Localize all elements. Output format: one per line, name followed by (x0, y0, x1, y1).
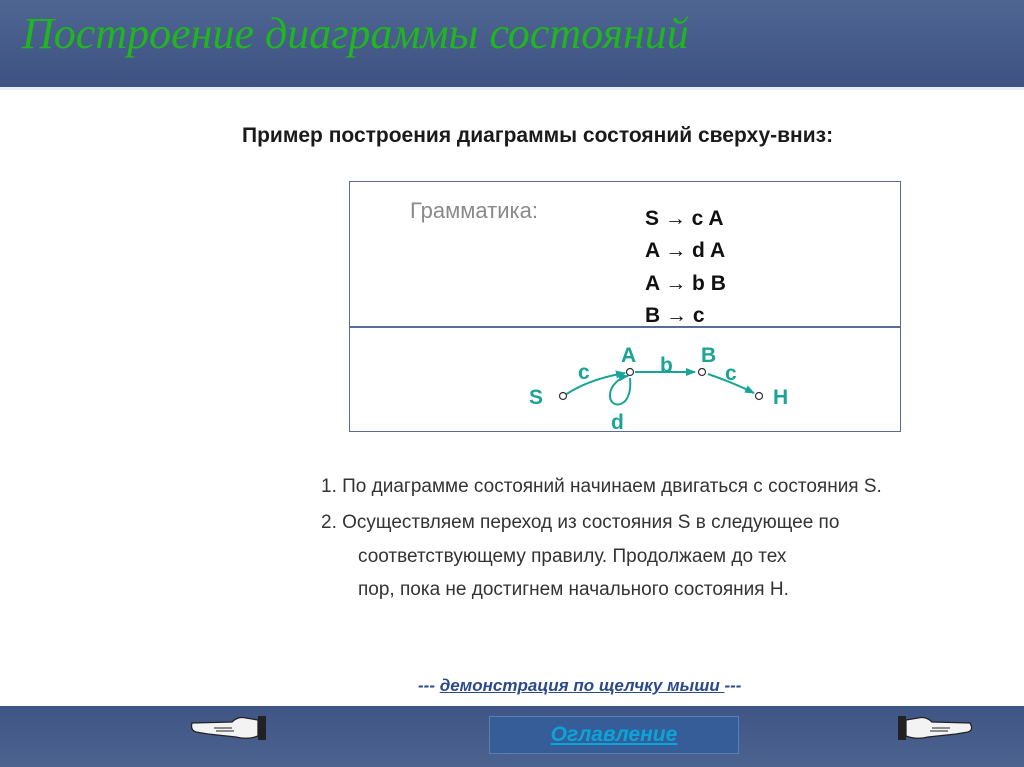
state-diagram (349, 327, 901, 437)
state-node-s (560, 393, 567, 400)
edge-label-aa: d (611, 411, 624, 434)
state-node-h (756, 393, 763, 400)
edge-label-ab: b (660, 354, 673, 377)
pointing-hand-back-icon[interactable] (188, 710, 268, 742)
grammar-rule: S → c A (645, 207, 724, 230)
edge-label-sa: c (578, 361, 590, 384)
toc-button[interactable]: Оглавление (489, 716, 739, 754)
grammar-rule: B → c (645, 304, 705, 327)
grammar-label: Грамматика: (410, 198, 538, 223)
pointing-hand-forward-icon[interactable] (898, 710, 974, 742)
edge-s-to-a (565, 373, 625, 395)
step-text: 1. По диаграмме состояний начинаем двигаться с состояния S. (321, 476, 882, 497)
demo-link[interactable]: демонстрация по щелчку мыши (439, 676, 725, 695)
step-text: соответствующему правилу. Продолжаем до тех (358, 546, 787, 567)
state-label-h: H (773, 386, 789, 409)
step-text: пор, пока не достигнем начального состояния Н. (358, 579, 789, 600)
state-label-b: B (701, 344, 717, 367)
page-title: Построение диаграммы состояний (22, 9, 689, 58)
state-label-a: A (621, 344, 637, 367)
header-divider (0, 87, 1024, 90)
demo-prefix: --- (418, 676, 440, 695)
grammar-rule: A → d A (645, 239, 726, 262)
edge-label-bh: c (725, 362, 737, 385)
state-label-s: S (529, 386, 544, 409)
edge-a-self-loop (610, 376, 630, 404)
demo-suffix: --- (724, 676, 742, 695)
state-node-a (627, 369, 634, 376)
slide-subtitle: Пример построения диаграммы состояний сверху-вниз: (242, 124, 834, 147)
demo-line (418, 676, 741, 696)
state-node-b (699, 369, 706, 376)
step-text: 2. Осуществляем переход из состояния S в следующее по (321, 512, 840, 533)
grammar-rule: A → b B (645, 272, 726, 295)
